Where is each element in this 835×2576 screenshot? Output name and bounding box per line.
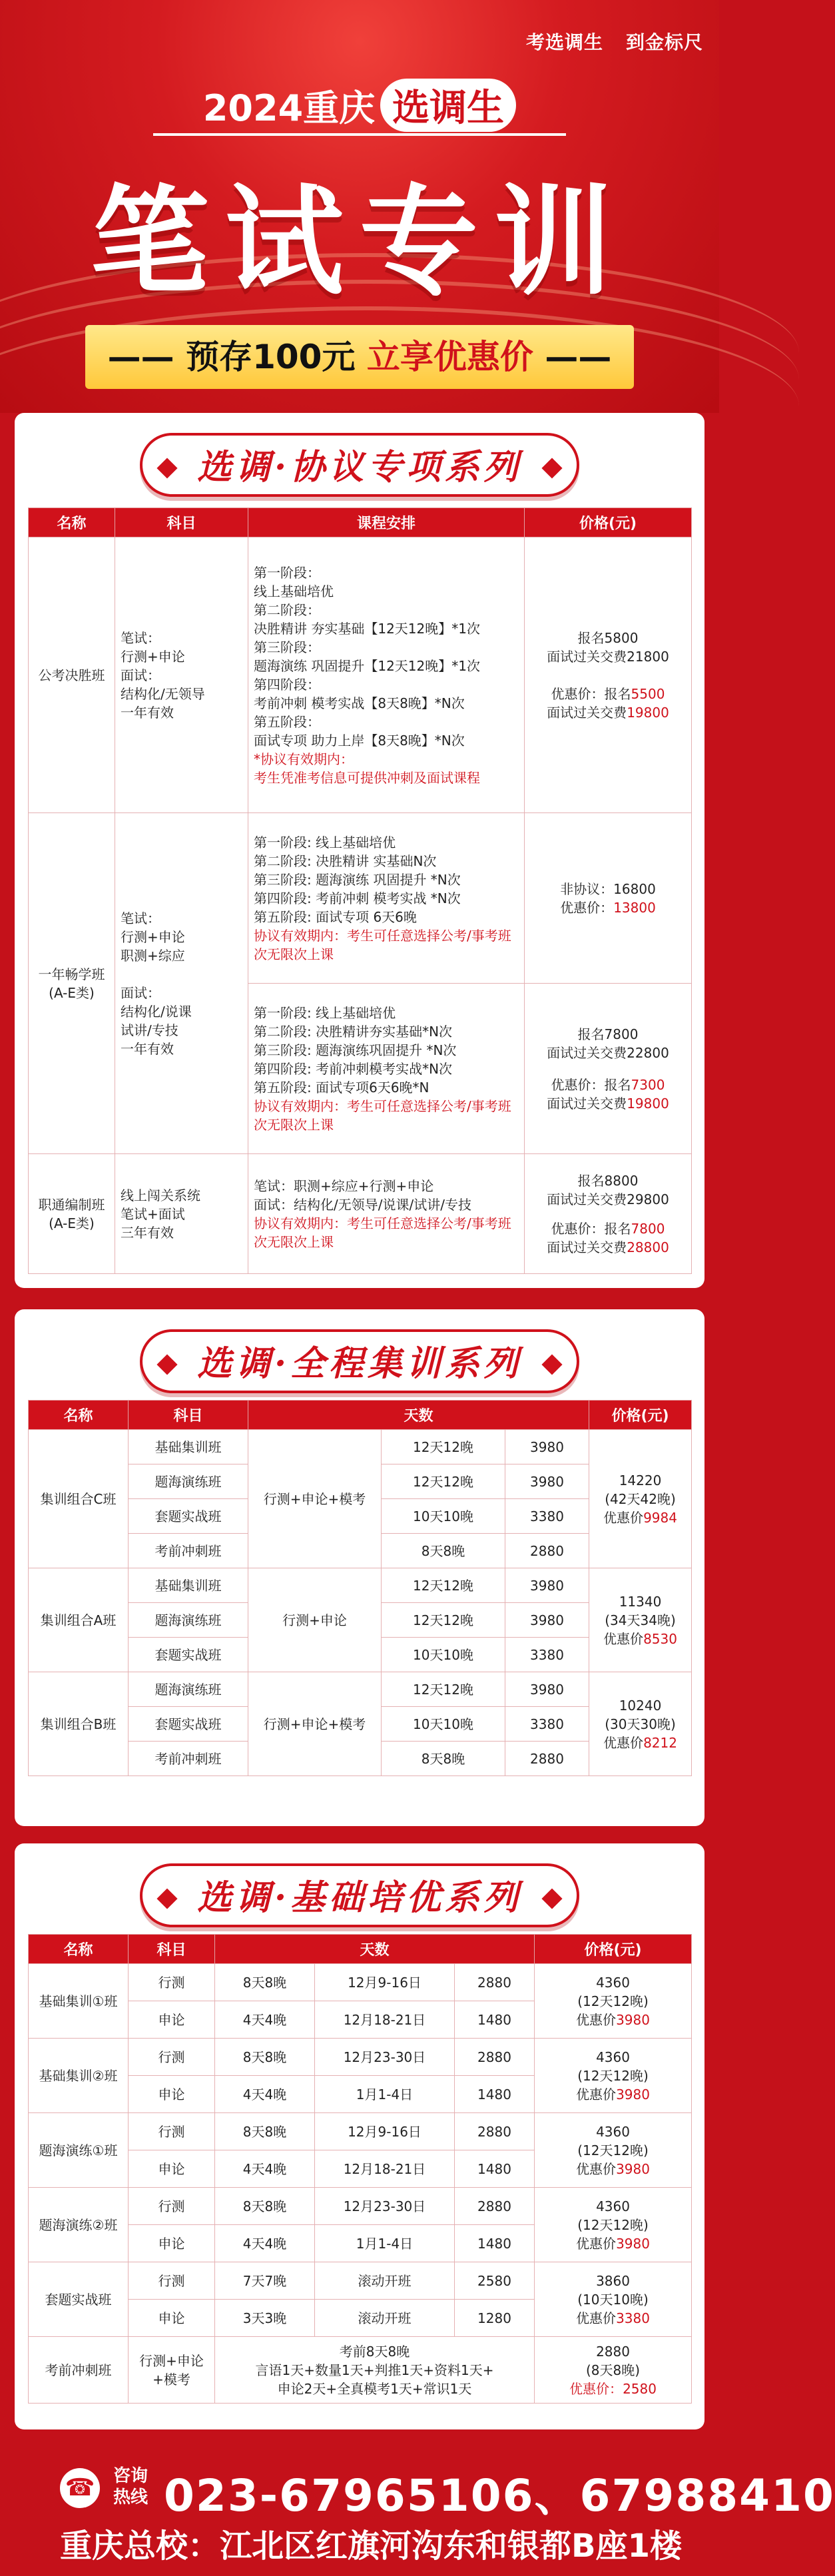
deal-label: 优惠价 (576, 2011, 617, 2028)
group-price (589, 1430, 692, 1568)
agreement-table (28, 507, 692, 1274)
price-label: 优惠价：报名 (551, 685, 631, 702)
full-training-table (28, 1400, 692, 1776)
table-cell: 3980 (505, 1430, 589, 1464)
table-cell: 考前冲刺班 (129, 1742, 248, 1776)
deal-price: 3980 (616, 2086, 650, 2102)
schedule-note: 协议有效期内：考生可任意选择公考/事考班次无限次上课 (254, 1098, 511, 1133)
deal-price: 3980 (616, 2160, 650, 2177)
table-cell: 2880 (455, 1964, 535, 2001)
top-link-2[interactable]: 到金标尺 (625, 31, 703, 53)
slogan-prefix: 预存100元 (186, 338, 356, 376)
section-basic (15, 1843, 704, 2429)
table-row (29, 2188, 692, 2225)
table-cell: 考前冲刺班 (129, 1534, 248, 1568)
table-cell: 8天8晚 (382, 1534, 505, 1568)
price-deal: 19800 (627, 704, 669, 721)
banner-subtitle (0, 79, 719, 132)
course-schedule (248, 1154, 525, 1274)
schedule-text: 第一阶段: 线上基础培优 第二阶段: 决胜精讲 实基础N次 第三阶段: 题海演练 巩固提升 *N次 第四阶段: 考前冲刺 模考实战 *N次 第五阶段: 面试专项 6天6晚 (254, 834, 461, 925)
price-line: 报名5800 (577, 629, 639, 646)
price-detail: (12天12晚) (577, 2216, 649, 2233)
price-detail: (34天34晚) (605, 1612, 676, 1628)
phone-icon: ☎ (60, 2468, 100, 2508)
slogan-dash: —— (545, 338, 612, 376)
table-cell: 12月9-16日 (315, 2113, 455, 2150)
table-cell: 集训组合C班 (29, 1430, 129, 1568)
section-title: 选调·协议专项系列 (140, 433, 579, 497)
table-cell: 3380 (505, 1499, 589, 1534)
table-cell: 4天4晚 (215, 2076, 315, 2113)
table-row (29, 2039, 692, 2076)
schedule-note: 协议有效期内：考生可任意选择公考/事考班次无限次上课 (254, 927, 511, 962)
address: 重庆总校：江北区红旗河沟东和银都B座1楼 (60, 2527, 682, 2565)
col-header: 天数 (248, 1401, 589, 1430)
highlight-badge: 选调生 (380, 79, 516, 132)
table-cell: 行测+申论+模考 (129, 2337, 215, 2404)
price-detail: (12天12晚) (577, 2142, 649, 2158)
table-cell: 2580 (455, 2262, 535, 2300)
table-cell: 3天3晚 (215, 2300, 315, 2337)
col-header: 名称 (29, 1401, 129, 1430)
price-label: 优惠价：报名 (551, 1076, 631, 1093)
table-cell: 3380 (505, 1707, 589, 1742)
table-cell: 1480 (455, 2076, 535, 2113)
price-line: 非协议：16800 (560, 880, 656, 897)
hotline-label: 咨询 热线 (113, 2466, 148, 2507)
schedule-text: 笔试：职测+综应+行测+申论 面试：结构化/无领导/说课/试讲/专技 (254, 1177, 471, 1213)
deal-label: 优惠价 (603, 1630, 644, 1647)
table-cell: 12月23-30日 (315, 2188, 455, 2225)
section-title: 选调·全程集训系列 (140, 1329, 579, 1393)
group-price (535, 1964, 692, 2039)
table-row (29, 2337, 692, 2404)
table-cell: 基础集训②班 (29, 2039, 129, 2113)
table-cell: 1480 (455, 2225, 535, 2262)
table-cell: 2880 (455, 2039, 535, 2076)
table-cell: 8天8晚 (215, 2039, 315, 2076)
slogan-main: 立享优惠价 (366, 338, 533, 376)
table-row (29, 1672, 692, 1707)
price-detail: (30天30晚) (605, 1716, 676, 1732)
divider (153, 133, 566, 136)
col-header: 科目 (115, 508, 248, 537)
deal-label: 优惠价： (569, 2380, 623, 2397)
table-cell: 12月18-21日 (315, 2150, 455, 2188)
table-cell: 1280 (455, 2300, 535, 2337)
course-subject: 笔试： 行测+申论 面试： 结构化/无领导 一年有效 (115, 537, 248, 813)
group-price (535, 2188, 692, 2262)
table-cell: 题海演练①班 (29, 2113, 129, 2188)
table-cell: 题海演练②班 (29, 2188, 129, 2262)
price-total: 4360 (596, 2123, 630, 2140)
table-cell: 申论 (129, 2076, 215, 2113)
price-total: 10240 (619, 1697, 662, 1714)
table-row (29, 537, 692, 813)
table-cell: 3980 (505, 1603, 589, 1638)
table-cell: 12天12晚 (382, 1568, 505, 1603)
price-line: 面试过关交费22800 (547, 1044, 669, 1061)
table-cell: 2880 (505, 1534, 589, 1568)
schedule-text: 第一阶段： 线上基础培优 第二阶段： 决胜精讲 夯实基础【12天12晚】*1次 第三阶段： 题海演练 巩固提升【12天12晚】*1次 第四阶段： 考前冲刺 模考实战【8天8晚】*N次 第五阶段： 面试专项 助力上岸【8天8晚】*N次 (254, 564, 480, 749)
price-label: 面试过关交费 (547, 704, 627, 721)
table-cell: 12月23-30日 (315, 2039, 455, 2076)
table-cell: 12天12晚 (382, 1603, 505, 1638)
table-row (29, 1964, 692, 2001)
price-total: 11340 (619, 1593, 662, 1610)
course-name: 公考决胜班 (29, 537, 115, 813)
table-cell: 行测 (129, 2113, 215, 2150)
table-cell: 考前冲刺班 (29, 2337, 129, 2404)
table-header-row (29, 1935, 692, 1964)
course-name: 职通编制班 (A-E类) (29, 1154, 115, 1274)
table-cell: 4天4晚 (215, 2001, 315, 2039)
price-line: 报名7800 (577, 1026, 639, 1042)
course-price (525, 984, 692, 1154)
price-total: 3860 (596, 2272, 630, 2289)
table-cell: 8天8晚 (382, 1742, 505, 1776)
course-price (525, 813, 692, 984)
table-cell: 1月1-4日 (315, 2076, 455, 2113)
price-total: 4360 (596, 1974, 630, 1991)
table-cell: 行测+申论 (248, 1568, 382, 1672)
schedule-note: *协议有效期内： 考生凭准考信息可提供冲刺及面试课程 (254, 751, 480, 786)
table-cell: 申论 (129, 2225, 215, 2262)
table-cell: 行测 (129, 1964, 215, 2001)
col-header: 名称 (29, 508, 115, 537)
table-cell: 1480 (455, 2150, 535, 2188)
course-subject: 线上闯关系统 笔试+面试 三年有效 (115, 1154, 248, 1274)
table-cell: 集训组合B班 (29, 1672, 129, 1776)
price-deal: 5500 (631, 685, 665, 702)
table-cell: 4天4晚 (215, 2150, 315, 2188)
table-cell: 套题实战班 (129, 1499, 248, 1534)
table-cell: 10天10晚 (382, 1707, 505, 1742)
table-cell: 12天12晚 (382, 1672, 505, 1707)
table-header-row (29, 1401, 692, 1430)
deal-price: 8530 (643, 1630, 677, 1647)
table-cell: 集训组合A班 (29, 1568, 129, 1672)
course-schedule (248, 984, 525, 1154)
table-cell: 1480 (455, 2001, 535, 2039)
deal-label: 优惠价 (576, 2086, 617, 2102)
table-cell: 3980 (505, 1672, 589, 1707)
table-row (29, 2113, 692, 2150)
course-price (525, 1154, 692, 1274)
table-cell: 8天8晚 (215, 2113, 315, 2150)
basic-table (28, 1934, 692, 2404)
price-detail: (12天12晚) (577, 2067, 649, 2084)
table-cell: 行测 (129, 2262, 215, 2300)
slogan-bar (85, 325, 634, 389)
price-total: 4360 (596, 2049, 630, 2065)
deal-label: 优惠价 (576, 2310, 617, 2326)
price-line: 报名8800 (577, 1172, 639, 1189)
table-cell: 行测 (129, 2039, 215, 2076)
price-detail: (12天12晚) (577, 1993, 649, 2009)
price-deal: 28800 (627, 1239, 669, 1255)
price-detail: (42天42晚) (605, 1490, 676, 1507)
table-cell: 3380 (505, 1638, 589, 1672)
table-cell: 2880 (505, 1742, 589, 1776)
group-price (589, 1568, 692, 1672)
col-header: 天数 (215, 1935, 535, 1964)
table-cell: 1月1-4日 (315, 2225, 455, 2262)
table-cell: 考前8天8晚 言语1天+数量1天+判推1天+资料1天+ 申论2天+全真模考1天+常识1天 (215, 2337, 535, 2404)
table-cell: 套题实战班 (29, 2262, 129, 2337)
group-price (589, 1672, 692, 1776)
table-cell: 12天12晚 (382, 1464, 505, 1499)
footer (0, 2451, 835, 2576)
deal-price: 9984 (643, 1509, 677, 1526)
price-label: 面试过关交费 (547, 1095, 627, 1112)
table-row (29, 1154, 692, 1274)
deal-price: 8212 (643, 1734, 677, 1751)
table-cell: 2880 (455, 2188, 535, 2225)
group-price (535, 2262, 692, 2337)
group-price (535, 2113, 692, 2188)
table-cell: 12月9-16日 (315, 1964, 455, 2001)
price-deal: 7300 (631, 1076, 665, 1093)
year-city: 2024重庆 (202, 87, 376, 129)
table-cell: 申论 (129, 2001, 215, 2039)
section-full-training (15, 1309, 704, 1826)
table-cell: 3980 (505, 1464, 589, 1499)
table-cell: 4天4晚 (215, 2225, 315, 2262)
deal-price: 3980 (616, 2235, 650, 2252)
deal-price: 3980 (616, 2011, 650, 2028)
col-header: 科目 (129, 1401, 248, 1430)
price-line: 面试过关交费21800 (547, 648, 669, 665)
table-cell: 套题实战班 (129, 1707, 248, 1742)
course-name: 一年畅学班 (A-E类) (29, 813, 115, 1154)
price-label: 面试过关交费 (547, 1239, 627, 1255)
table-cell: 滚动开班 (315, 2300, 455, 2337)
section-agreement (15, 413, 704, 1288)
price-total: 14220 (619, 1472, 662, 1488)
table-cell: 题海演练班 (129, 1603, 248, 1638)
price-deal: 19800 (627, 1095, 669, 1112)
deal-price: 2580 (623, 2380, 657, 2397)
table-row (29, 813, 692, 984)
price-label: 优惠价： (560, 899, 614, 916)
hero-banner (0, 0, 719, 413)
table-header-row (29, 508, 692, 537)
price-detail: (8天8晚) (585, 2362, 641, 2378)
col-header: 价格(元) (525, 508, 692, 537)
section-title: 选调·基础培优系列 (140, 1863, 579, 1927)
price-total: 4360 (596, 2198, 630, 2214)
table-row (29, 1568, 692, 1603)
col-header: 价格(元) (535, 1935, 692, 1964)
table-cell: 10天10晚 (382, 1499, 505, 1534)
hotline-numbers[interactable]: 023-67965106、67988410 (164, 2470, 835, 2521)
group-price (535, 2337, 692, 2404)
top-links (503, 28, 703, 55)
table-cell: 题海演练班 (129, 1464, 248, 1499)
price-deal: 13800 (613, 899, 656, 916)
group-price (535, 2039, 692, 2113)
table-cell: 基础集训班 (129, 1430, 248, 1464)
course-schedule (248, 537, 525, 813)
deal-label: 优惠价 (576, 2235, 617, 2252)
course-price (525, 537, 692, 813)
table-cell: 题海演练班 (129, 1672, 248, 1707)
deal-label: 优惠价 (603, 1509, 644, 1526)
table-cell: 申论 (129, 2150, 215, 2188)
table-cell: 申论 (129, 2300, 215, 2337)
table-cell: 10天10晚 (382, 1638, 505, 1672)
schedule-note: 协议有效期内：考生可任意选择公考/事考班次无限次上课 (254, 1215, 511, 1250)
slogan-dash: —— (107, 338, 174, 376)
table-row (29, 2262, 692, 2300)
price-label: 优惠价：报名 (551, 1220, 631, 1237)
deal-label: 优惠价 (603, 1734, 644, 1751)
table-cell: 12月18-21日 (315, 2001, 455, 2039)
banner-title: 笔试专训 (91, 173, 629, 311)
course-subject: 笔试： 行测+申论 职测+综应 面试： 结构化/说课 试讲/专技 一年有效 (115, 813, 248, 1154)
table-cell: 8天8晚 (215, 2188, 315, 2225)
table-row (29, 1430, 692, 1464)
table-cell: 7天7晚 (215, 2262, 315, 2300)
table-cell: 套题实战班 (129, 1638, 248, 1672)
deal-price: 3380 (616, 2310, 650, 2326)
price-line: 面试过关交费29800 (547, 1191, 669, 1207)
price-deal: 7800 (631, 1220, 665, 1237)
price-detail: (10天10晚) (577, 2291, 649, 2308)
deal-label: 优惠价 (576, 2160, 617, 2177)
col-header: 科目 (129, 1935, 215, 1964)
table-cell: 基础集训班 (129, 1568, 248, 1603)
course-schedule (248, 813, 525, 984)
schedule-text: 第一阶段: 线上基础培优 第二阶段: 决胜精讲夯实基础*N次 第三阶段: 题海演练巩固提升 *N次 第四阶段: 考前冲刺模考实战*N次 第五阶段: 面试专项6天6晚*N (254, 1004, 457, 1096)
table-cell: 3980 (505, 1568, 589, 1603)
table-cell: 行测 (129, 2188, 215, 2225)
price-total: 2880 (596, 2343, 630, 2360)
table-cell: 滚动开班 (315, 2262, 455, 2300)
table-cell: 2880 (455, 2113, 535, 2150)
table-cell: 基础集训①班 (29, 1964, 129, 2039)
col-header: 价格(元) (589, 1401, 692, 1430)
table-cell: 行测+申论+模考 (248, 1430, 382, 1568)
table-cell: 8天8晚 (215, 1964, 315, 2001)
table-cell: 12天12晚 (382, 1430, 505, 1464)
table-cell: 行测+申论+模考 (248, 1672, 382, 1776)
top-link-1[interactable]: 考选调生 (525, 31, 603, 53)
col-header: 名称 (29, 1935, 129, 1964)
col-header: 课程安排 (248, 508, 525, 537)
